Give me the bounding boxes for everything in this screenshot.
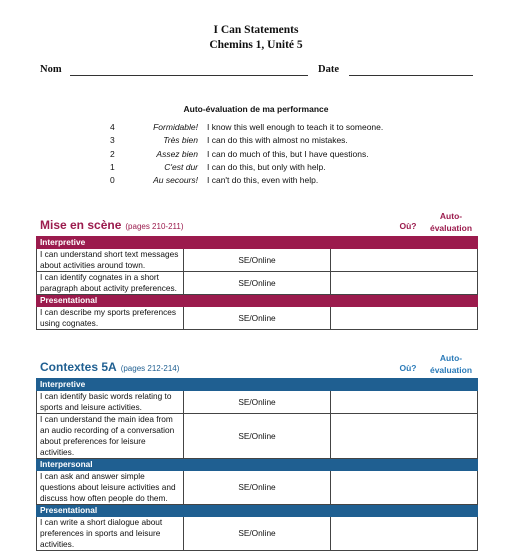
scale-french-label: Formidable! — [153, 122, 198, 132]
section-title — [40, 360, 179, 374]
statement-cell: I can identify basic words relating to sports and leisure activities. — [37, 391, 184, 414]
category-row — [37, 295, 478, 307]
scale-row — [110, 149, 430, 162]
date-label: Date — [318, 64, 339, 75]
table-row — [37, 391, 478, 414]
scale-description: I can do much of this, but I have questions. — [207, 148, 369, 159]
scale-number: 4 — [110, 122, 115, 132]
scale-french-label: Assez bien — [156, 148, 198, 159]
self-eval-column-header: Auto- évaluation — [429, 353, 473, 375]
where-cell: SE/Online — [184, 272, 331, 295]
self-eval-cell[interactable] — [331, 307, 478, 330]
section-header — [36, 349, 478, 378]
self-eval-cell[interactable] — [331, 471, 478, 505]
self-eval-cell[interactable] — [331, 414, 478, 459]
table-row — [37, 307, 478, 330]
scale-description: I can do this with almost no mistakes. — [207, 135, 348, 146]
self-eval-cell[interactable] — [331, 272, 478, 295]
category-row — [37, 237, 478, 249]
scale-number: 0 — [110, 175, 115, 186]
scale-description: I can't do this, even with help. — [207, 175, 319, 186]
table-row — [37, 249, 478, 272]
table-row — [37, 272, 478, 295]
page-title: I Can Statements — [213, 24, 299, 36]
where-cell: SE/Online — [184, 517, 331, 551]
statement-cell: I can write a short dialogue about preferences in sports and leisure activities. — [37, 517, 184, 551]
scale-row — [110, 122, 430, 135]
scale-french-label: Très bien — [163, 135, 198, 146]
name-date-row — [40, 64, 480, 80]
category-row — [37, 379, 478, 391]
self-eval-cell[interactable] — [331, 517, 478, 551]
self-eval-cell[interactable] — [331, 391, 478, 414]
date-field[interactable] — [349, 75, 473, 76]
table-row — [37, 471, 478, 505]
section-pages: (pages 210-211) — [125, 222, 184, 231]
name-label: Nom — [40, 64, 62, 75]
scale-number: 2 — [110, 148, 115, 159]
where-column-header: Où? — [399, 221, 417, 231]
category-label: Interpersonal — [37, 459, 478, 471]
section-table — [36, 378, 478, 551]
page-subtitle: Chemins 1, Unité 5 — [209, 39, 303, 51]
category-label: Interpretive — [37, 379, 478, 391]
statement-cell: I can ask and answer simple questions about leisure activities and discuss how often people do them. — [37, 471, 184, 505]
rating-scale — [110, 122, 430, 188]
category-row — [37, 505, 478, 517]
scale-number: 1 — [110, 161, 115, 172]
self-assessment-heading: Auto-évaluation de ma performance — [183, 104, 329, 114]
statement-cell: I can describe my sports preferences using cognates. — [37, 307, 184, 330]
scale-row — [110, 135, 430, 148]
where-cell: SE/Online — [184, 414, 331, 459]
self-eval-column-header: Auto- évaluation — [429, 211, 473, 233]
section-title-text: Contextes 5A — [40, 360, 117, 374]
statement-cell: I can identify cognates in a short paragraph about activity preferences. — [37, 272, 184, 295]
section-table — [36, 236, 478, 330]
section-pages: (pages 212-214) — [120, 364, 180, 373]
where-cell: SE/Online — [184, 471, 331, 505]
statement-cell: I can understand short text messages about activities around town. — [37, 249, 184, 272]
category-row — [37, 459, 478, 471]
category-label: Presentational — [37, 505, 478, 517]
name-field[interactable] — [70, 75, 308, 76]
where-cell: SE/Online — [184, 391, 331, 414]
scale-row — [110, 162, 430, 175]
where-cell: SE/Online — [184, 249, 331, 272]
scale-number: 3 — [110, 135, 115, 146]
where-column-header: Où? — [399, 363, 417, 373]
section-title-text: Mise en scène — [40, 218, 122, 232]
scale-french-label: C'est dur — [164, 161, 198, 172]
self-eval-cell[interactable] — [331, 249, 478, 272]
category-label: Presentational — [37, 295, 478, 307]
table-row — [37, 414, 478, 459]
where-cell: SE/Online — [184, 307, 331, 330]
scale-french-label: Au secours! — [153, 175, 198, 186]
section-title — [40, 218, 184, 232]
scale-row — [110, 175, 430, 188]
category-label: Interpretive — [37, 237, 478, 249]
section-header — [36, 207, 478, 236]
table-row — [37, 517, 478, 551]
scale-description: I know this well enough to teach it to someone. — [207, 122, 384, 132]
statement-cell: I can understand the main idea from an audio recording of a conversation about preferences for leisure activities. — [37, 414, 184, 459]
scale-description: I can do this, but only with help. — [207, 161, 326, 172]
